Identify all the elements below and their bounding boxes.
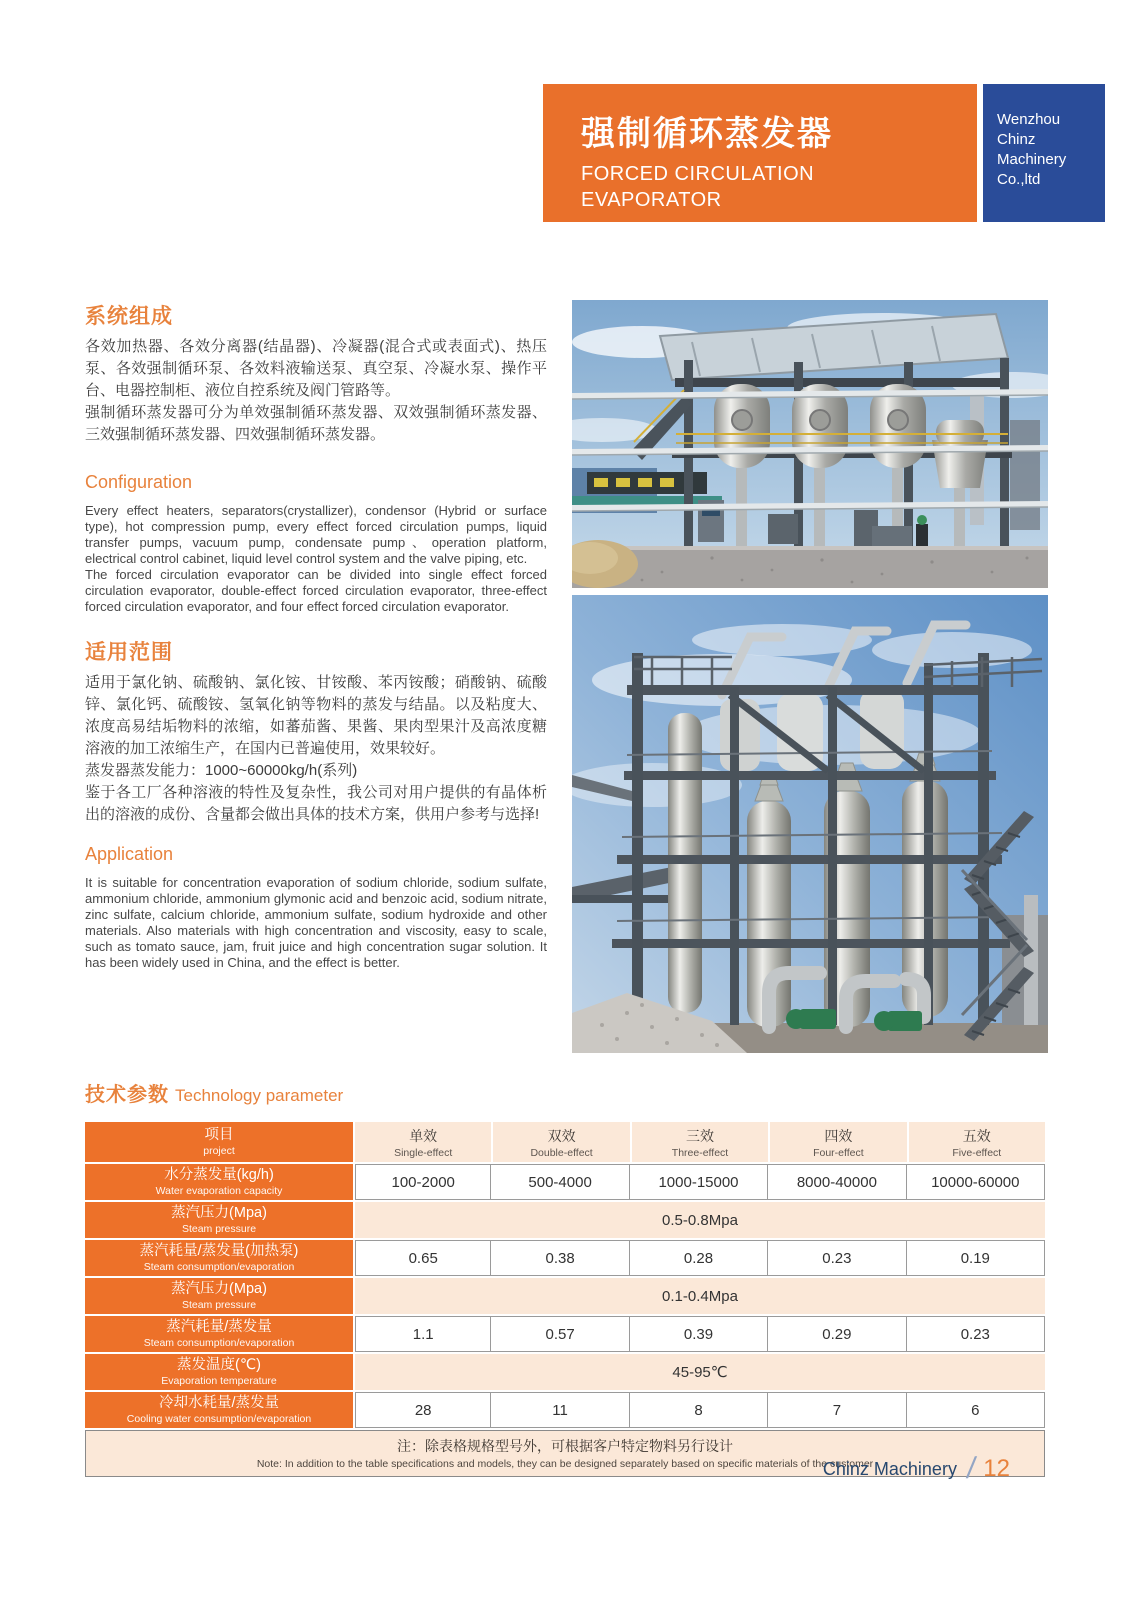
text-column <box>85 300 547 971</box>
table-header-row <box>85 1122 1045 1162</box>
application-paragraph: It is suitable for concentration evaporation of sodium chloride, sodium sulfate, ammonium chloride, ammonium glymonic acid and benzoic acid, sodium nitrate, zinc sulfate, calcium chloride, ammonium sulfate, sodium hydroxide and other materials. Also materials with high concentration and viscosity, easy to scale, such as tomato sauce, jam, fruit juice and high concentration sugar solution. It has been widely used in China, and the effect is better. <box>85 875 547 970</box>
table-note: 注：除表格规格型号外，可根据客户特定物料另行设计 Note: In addition to the table specifications and models, they can be designed separately based on specific materials of the customer <box>85 1430 1045 1477</box>
table-span-cell: 0.5-0.8Mpa <box>355 1202 1045 1238</box>
table-row-steam-pressure-2 <box>85 1278 1045 1314</box>
column-header-three-effect: 三效 Three-effect <box>630 1122 768 1162</box>
table-row-evaporation-temperature <box>85 1354 1045 1390</box>
row-label: 蒸汽耗量/蒸发量 Steam consumption/evaporation <box>85 1316 353 1352</box>
table-cell: 6 <box>906 1392 1045 1428</box>
table-row-water-evaporation <box>85 1164 1045 1200</box>
table-cell: 0.19 <box>906 1240 1045 1276</box>
table-cell: 0.65 <box>355 1240 491 1276</box>
configuration-paragraph-2: The forced circulation evaporator can be divided into single effect forced circulation evaporator, double-effect forced circulation evaporator, three-effect forced circulation evaporator, and four effect forced circulation evaporator. <box>85 567 547 614</box>
table-cell: 10000-60000 <box>906 1164 1045 1200</box>
section-heading-configuration: Configuration <box>85 472 193 492</box>
row-label: 水分蒸发量(kg/h) Water evaporation capacity <box>85 1164 353 1200</box>
page-title-en: FORCED CIRCULATION EVAPORATOR <box>581 163 815 211</box>
column-header-five-effect: 五效 Five-effect <box>907 1122 1045 1162</box>
table-cell: 0.38 <box>490 1240 629 1276</box>
system-paragraph-1: 各效加热器、各效分离器(结晶器)、冷凝器(混合式或表面式)、热压泵、各效强制循环泵、各效料液输送泵、真空泵、冷凝水泵、操作平台、电器控制柜、液位自控系统及阀门管路等。 <box>85 338 547 399</box>
column-header-double-effect: 双效 Double-effect <box>491 1122 629 1162</box>
page-number: 12 <box>983 1455 1010 1482</box>
table-row-steam-consumption <box>85 1316 1045 1352</box>
table-cell: 8 <box>629 1392 768 1428</box>
scope-capacity-line: 蒸发器蒸发能力：1000~60000kg/h(系列) <box>85 762 358 779</box>
plant-photo-bottom <box>572 595 1048 1053</box>
row-label: 蒸汽压力(Mpa) Steam pressure <box>85 1278 353 1314</box>
table-cell: 0.23 <box>767 1240 906 1276</box>
title-banner <box>543 84 977 222</box>
row-label: 蒸汽压力(Mpa) Steam pressure <box>85 1202 353 1238</box>
table-cell: 7 <box>767 1392 906 1428</box>
system-paragraph-2: 强制循环蒸发器可分为单效强制循环蒸发器、双效强制循环蒸发器、三效强制循环蒸发器、四效强制循环蒸发器。 <box>85 404 547 443</box>
table-span-cell: 0.1-0.4Mpa <box>355 1278 1045 1314</box>
section-heading-application: Application <box>85 844 174 864</box>
table-span-cell: 45-95℃ <box>355 1354 1045 1390</box>
plant-photo-top <box>572 300 1048 588</box>
row-label: 蒸发温度(℃) Evaporation temperature <box>85 1354 353 1390</box>
table-cell: 0.23 <box>906 1316 1045 1352</box>
scope-paragraph-2: 鉴于各工厂各种溶液的特性及复杂性，我公司对用户提供的有晶体析出的溶液的成份、含量都会做出具体的技术方案，供用户参考与选择! <box>85 784 547 823</box>
table-cell: 0.28 <box>629 1240 768 1276</box>
table-cell: 0.57 <box>490 1316 629 1352</box>
page-footer <box>823 1452 1010 1486</box>
company-name: Wenzhou <box>997 111 1061 128</box>
page-title-cn: 强制循环蒸发器 <box>581 115 833 153</box>
table-row-steam-consumption-heating <box>85 1240 1045 1276</box>
column-header-four-effect: 四效 Four-effect <box>768 1122 906 1162</box>
table-cell: 0.29 <box>767 1316 906 1352</box>
technology-parameter-heading: 技术参数 Technology parameter <box>85 1084 344 1106</box>
table-corner-cell: 项目 project <box>85 1122 353 1162</box>
row-label: 蒸汽耗量/蒸发量(加热泵) Steam consumption/evaporation <box>85 1240 353 1276</box>
table-cell: 100-2000 <box>355 1164 491 1200</box>
company-badge: Wenzhou Chinz Machinery Co.,ltd <box>983 84 1105 222</box>
scope-paragraph-1: 适用于氯化钠、硫酸钠、氯化铵、甘铵酸、苯丙铵酸；硝酸钠、硫酸锌、氯化钙、硫酸铵、氢氧化钠等物料的蒸发与结晶。以及粘度大、浓度高易结垢物料的浓缩，如蕃茄酱、果酱、果肉型果汁及高浓度糖溶液的加工浓缩生产，在国内已普遍使用，效果较好。 <box>85 674 547 757</box>
footer-brand: Chinz Machinery <box>822 1458 957 1479</box>
configuration-paragraph-1: Every effect heaters, separators(crystallizer), condensor (Hybrid or surface type), hot compression pump, every effect forced circulation pumps, liquid transfer pumps, vacuum pump, condensate pump、operation platform, electrical control cabinet, liquid level control system and the valve piping, etc. <box>85 503 547 566</box>
table-cell: 28 <box>355 1392 491 1428</box>
row-label: 冷却水耗量/蒸发量 Cooling water consumption/evaporation <box>85 1392 353 1428</box>
table-cell: 8000-40000 <box>767 1164 906 1200</box>
section-heading-system: 系统组成 <box>85 305 173 328</box>
table-cell: 11 <box>490 1392 629 1428</box>
table-cell: 0.39 <box>629 1316 768 1352</box>
table-cell: 1000-15000 <box>629 1164 768 1200</box>
table-cell: 1.1 <box>355 1316 491 1352</box>
technology-parameter-section <box>85 1078 1045 1477</box>
table-cell: 500-4000 <box>490 1164 629 1200</box>
table-row-cooling-water <box>85 1392 1045 1428</box>
section-heading-scope: 适用范围 <box>85 641 173 664</box>
column-header-single-effect: 单效 Single-effect <box>353 1122 491 1162</box>
table-row-steam-pressure-1 <box>85 1202 1045 1238</box>
footer-slash-divider: / <box>964 1452 978 1485</box>
